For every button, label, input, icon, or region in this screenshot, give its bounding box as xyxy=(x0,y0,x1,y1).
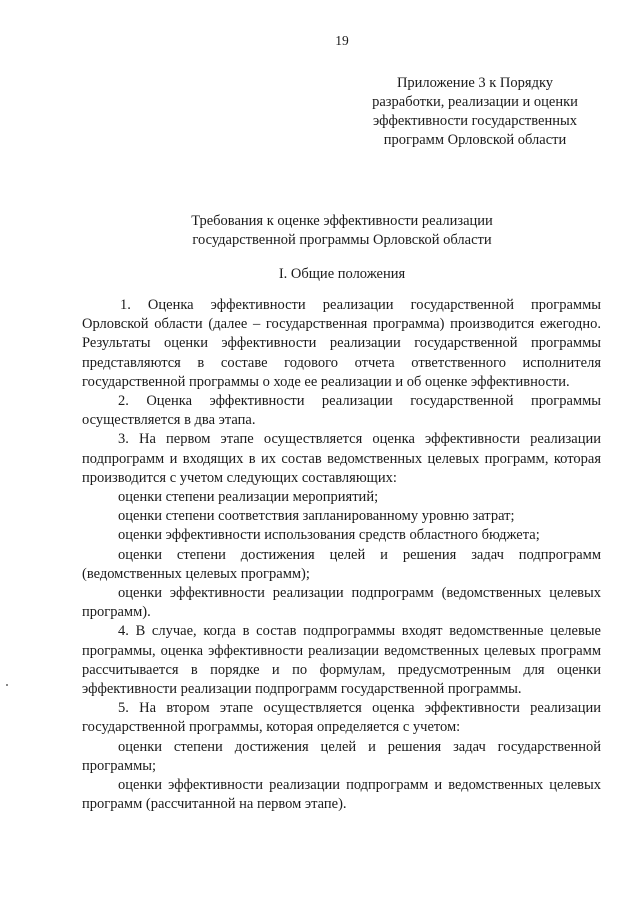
paragraph: 4. В случае, когда в состав подпрограммы входят ведомственные целевые программы, оценка эффективности реализации ведомственных целевых программ рассчитывается в порядке и по формулам, предусмотренным для оценки эффективности реализации подпрограмм государственной программы. xyxy=(82,623,601,698)
paragraph: оценки эффективности использования средств областного бюджета; xyxy=(118,527,540,544)
section-heading: I. Общие положения xyxy=(278,266,406,282)
paragraph: оценки степени реализации мероприятий; xyxy=(118,489,379,506)
appendix-line: программ Орловской области xyxy=(383,132,567,148)
appendix-line: разработки, реализации и оценки xyxy=(372,94,578,110)
paragraph: оценки степени соответствия запланированному уровню затрат; xyxy=(118,508,515,525)
title-line: Требования к оценке эффективности реализации xyxy=(191,213,493,229)
paragraph: 1. Оценка эффективности реализации государственной программы Орловской области (далее – государственная программа) производится ежегодно. Результаты оценки эффективности реализации государственной программы представляются в составе годового отчета ответственного исполнителя государственной программы о ходе ее реализации и об оценке эффективности. xyxy=(82,297,601,390)
paragraph: 2. Оценка эффективности реализации государственной программы осуществляется в два этапа. xyxy=(82,393,601,429)
appendix-line: Приложение 3 к Порядку xyxy=(396,75,554,91)
scan-speck xyxy=(6,684,8,686)
paragraph: 5. На втором этапе осуществляется оценка эффективности реализации государственной программы, которая определяется с учетом: xyxy=(82,700,601,736)
paragraph: оценки эффективности реализации подпрограмм и ведомственных целевых программ (рассчитанной на первом этапе). xyxy=(82,777,601,813)
paragraph: оценки степени достижения целей и решения задач государственной программы; xyxy=(82,738,601,774)
appendix-note xyxy=(330,74,620,150)
title-line: государственной программы Орловской области xyxy=(192,232,492,248)
paragraph: оценки эффективности реализации подпрограмм (ведомственных целевых программ). xyxy=(82,585,601,621)
page-number: 19 xyxy=(335,33,349,48)
body-text xyxy=(82,296,601,814)
document-title xyxy=(82,212,602,250)
paragraph: 3. На первом этапе осуществляется оценка эффективности реализации подпрограмм и входящих в их состав ведомственных целевых программ, которая производится с учетом следующих составляющих: xyxy=(82,431,601,486)
appendix-line: эффективности государственных xyxy=(373,113,577,129)
paragraph: оценки степени достижения целей и решения задач подпрограмм (ведомственных целевых программ); xyxy=(82,546,601,582)
